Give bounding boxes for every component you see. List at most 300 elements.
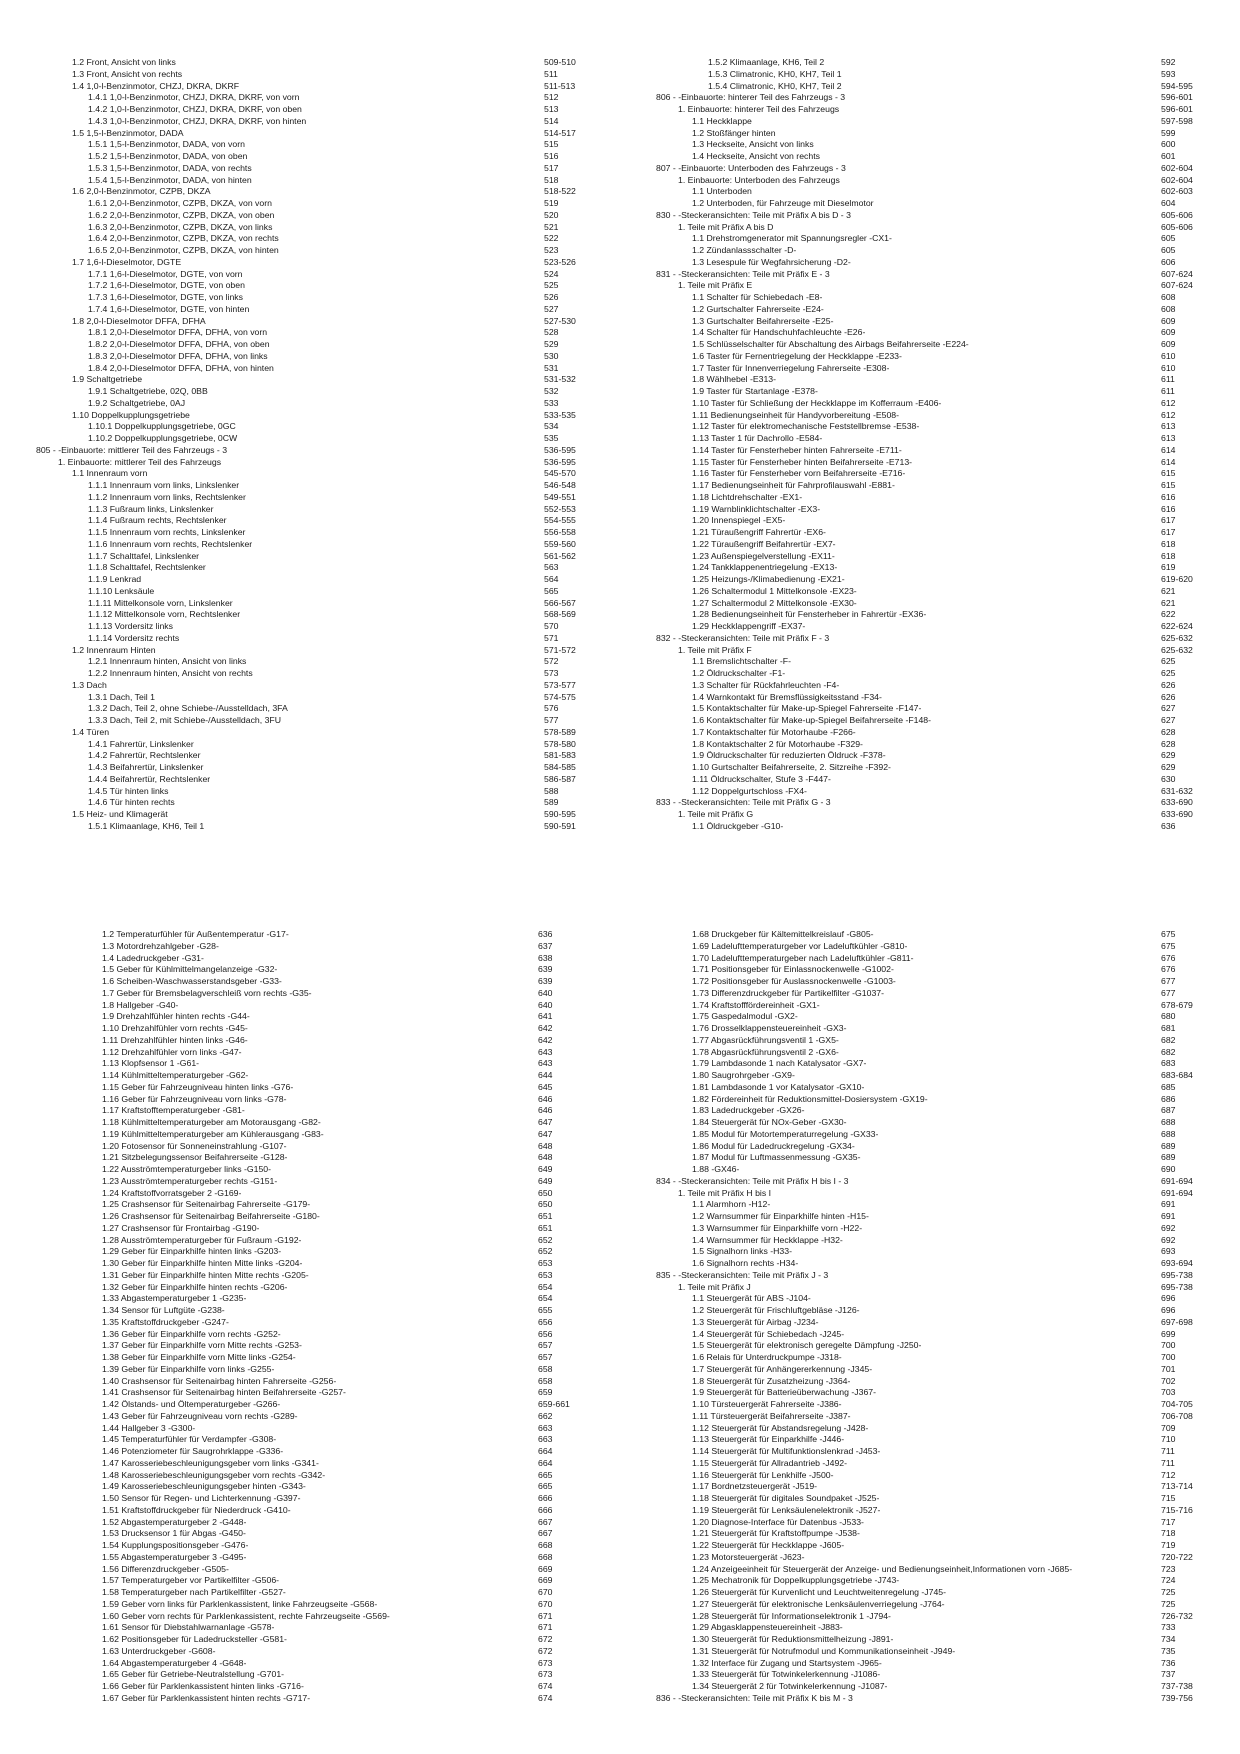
toc-entry-pages: 642 bbox=[538, 1034, 553, 1045]
toc-entry bbox=[36, 350, 559, 363]
toc-entry-title: 1.12 Taster für elektromechanische Feststellbremse -E538- bbox=[692, 421, 920, 432]
toc-entry-title: 1.18 Lichtdrehschalter -EX1- bbox=[692, 491, 803, 502]
toc-entry-pages: 608 bbox=[1161, 303, 1176, 314]
toc-entry-pages: 712 bbox=[1161, 1469, 1176, 1480]
toc-entry-pages: 511 bbox=[544, 68, 558, 79]
toc-entry-pages: 617 bbox=[1161, 527, 1176, 537]
toc-entry-title: 1.3.1 Dach, Teil 1 bbox=[88, 691, 155, 702]
toc-entry-title: 1.17 Bedienungseinheit für Fahrprofilauswahl -E881- bbox=[692, 480, 895, 490]
toc-entry-title: 1.5.4 1,5-l-Benzinmotor, DADA, von hinten bbox=[88, 174, 252, 185]
toc-entry-title: 1.1 Alarmhorn -H12- bbox=[692, 1199, 771, 1210]
toc-entry-title: 1.8 Steuergerät für Zusatzheizung -J364- bbox=[692, 1375, 851, 1386]
toc-entry-title: 1.2 Stoßfänger hinten bbox=[692, 127, 776, 138]
toc-entry-title: 1.61 Sensor für Diebstahlwarnanlage -G578- bbox=[102, 1622, 275, 1633]
toc-entry bbox=[656, 562, 1176, 574]
toc-entry bbox=[656, 679, 1176, 692]
toc-entry-title: 1.7 Steuergerät für Anhängererkennung -J345- bbox=[692, 1363, 873, 1374]
toc-entry bbox=[656, 1469, 1176, 1482]
toc-entry bbox=[656, 1164, 1176, 1176]
toc-entry bbox=[80, 1316, 553, 1329]
toc-entry-pages: 672 bbox=[538, 1645, 553, 1656]
toc-entry bbox=[656, 292, 1176, 304]
toc-entry-pages: 648 bbox=[538, 1152, 553, 1163]
toc-entry bbox=[36, 374, 576, 386]
toc-entry-title: 1.38 Geber für Einparkhilfe vorn Mitte links -G254- bbox=[102, 1352, 296, 1362]
toc-entry-pages: 676 bbox=[1161, 952, 1176, 963]
toc-entry-pages: 691 bbox=[1161, 1211, 1176, 1221]
toc-entry-title: 1.1 Bremslichtschalter -F- bbox=[692, 656, 791, 667]
toc-entry-pages: 724 bbox=[1161, 1575, 1176, 1586]
toc-entry-pages: 670 bbox=[538, 1587, 553, 1597]
toc-entry bbox=[656, 68, 1176, 81]
toc-entry-title: 1.15 Steuergerät für Allradantrieb -J492- bbox=[692, 1457, 848, 1468]
toc-entry-pages: 641 bbox=[538, 1011, 553, 1022]
toc-entry-pages: 515 bbox=[544, 139, 559, 150]
toc-entry bbox=[36, 585, 559, 598]
toc-entry-title: 1.7 1,6-l-Dieselmotor, DGTE bbox=[72, 256, 182, 267]
toc-entry-title: 1.4.4 Beifahrertür, Rechtslenker bbox=[88, 773, 211, 784]
toc-entry-title: 1.14 Taster für Fensterheber hinten Fahrerseite -E711- bbox=[692, 444, 902, 455]
toc-entry bbox=[80, 1387, 553, 1399]
toc-entry-title: 1.5.3 1,5-l-Benzinmotor, DADA, von rechts bbox=[88, 162, 252, 173]
toc-entry bbox=[36, 762, 576, 774]
toc-entry-title: 1.40 Crashsensor für Seitenairbag hinten Fahrerseite -G256- bbox=[102, 1375, 337, 1386]
toc-entry bbox=[36, 574, 559, 586]
toc-entry-pages: 706-708 bbox=[1161, 1410, 1193, 1421]
toc-entry-pages: 531 bbox=[544, 362, 559, 373]
toc-entry-pages: 704-705 bbox=[1161, 1399, 1193, 1409]
toc-entry bbox=[656, 1681, 1193, 1693]
toc-entry-title: 1.21 Steuergerät für Kraftstoffpumpe -J538- bbox=[692, 1528, 860, 1539]
toc-entry-title: 1.2.1 Innenraum hinten, Ansicht von links bbox=[88, 656, 247, 667]
toc-entry-title: 1.21 Türaußengriff Fahrertür -EX6- bbox=[692, 527, 826, 537]
toc-entry-pages: 625 bbox=[1161, 656, 1176, 667]
toc-entry bbox=[656, 762, 1176, 774]
toc-entry-title: 1.7.1 1,6-l-Dieselmotor, DGTE, von vorn bbox=[88, 268, 243, 279]
toc-entry bbox=[656, 1587, 1176, 1599]
toc-entry-pages: 576 bbox=[544, 703, 559, 714]
toc-entry-title: 832 - -Steckeransichten: Teile mit Präfix F - 3 bbox=[656, 632, 830, 643]
toc-entry-pages: 739-756 bbox=[1161, 1692, 1193, 1703]
toc-entry-title: 1.9.1 Schaltgetriebe, 02Q, 0BB bbox=[88, 386, 208, 396]
toc-entry-title: 1.63 Unterdruckgeber -G608- bbox=[102, 1645, 216, 1656]
toc-entry bbox=[36, 280, 559, 292]
toc-entry bbox=[80, 1634, 553, 1646]
toc-entry-pages: 663 bbox=[538, 1434, 553, 1445]
toc-entry-title: 1.23 Außenspiegelverstellung -EX11- bbox=[692, 550, 835, 561]
toc-entry-title: 830 - -Steckeransichten: Teile mit Präfix A bis D - 3 bbox=[656, 209, 851, 220]
toc-entry-pages: 652 bbox=[538, 1234, 553, 1245]
toc-entry-title: 1.14 Kühlmitteltemperaturgeber -G62- bbox=[102, 1070, 249, 1080]
toc-entry-pages: 522 bbox=[544, 233, 559, 244]
toc-entry-title: 1.6 Taster für Fernentriegelung der Heckklappe -E233- bbox=[692, 350, 902, 361]
toc-entry-title: 1.8.3 2,0-l-Dieselmotor DFFA, DFHA, von links bbox=[88, 350, 268, 361]
toc-entry bbox=[80, 1234, 553, 1247]
toc-chapter-entry bbox=[656, 1692, 1193, 1705]
toc-entry bbox=[36, 292, 559, 304]
toc-entry-pages: 711 bbox=[1161, 1457, 1175, 1468]
toc-entry-pages: 533 bbox=[544, 397, 559, 408]
toc-entry bbox=[656, 104, 1193, 116]
toc-entry bbox=[36, 80, 576, 93]
toc-entry-title: 1.30 Geber für Einparkhilfe hinten Mitte links -G204- bbox=[102, 1258, 303, 1268]
toc-entry bbox=[80, 987, 553, 1000]
toc-entry-pages: 571-572 bbox=[544, 644, 576, 655]
toc-entry-pages: 636 bbox=[1161, 820, 1176, 831]
toc-entry-pages: 614 bbox=[1161, 444, 1176, 455]
toc-entry bbox=[656, 621, 1193, 633]
toc-entry-pages: 629 bbox=[1161, 750, 1176, 761]
toc-entry-title: 1.8 Wählhebel -E313- bbox=[692, 374, 777, 385]
toc-entry bbox=[36, 245, 559, 257]
toc-entry bbox=[80, 1011, 553, 1023]
toc-entry-title: 1.64 Abgastemperaturgeber 4 -G648- bbox=[102, 1657, 247, 1668]
toc-entry-pages: 597-598 bbox=[1161, 115, 1193, 126]
toc-entry-pages: 711 bbox=[1161, 1446, 1175, 1456]
toc-entry bbox=[656, 1199, 1176, 1211]
toc-entry bbox=[656, 1305, 1176, 1317]
toc-entry bbox=[656, 245, 1176, 257]
toc-entry-title: 1.5.2 1,5-l-Benzinmotor, DADA, von oben bbox=[88, 151, 248, 161]
toc-entry-pages: 536-595 bbox=[544, 456, 576, 467]
toc-entry-title: 1.24 Tankklappenentriegelung -EX13- bbox=[692, 562, 838, 573]
toc-entry-pages: 653 bbox=[538, 1269, 553, 1280]
toc-entry-pages: 527 bbox=[544, 303, 559, 314]
toc-entry bbox=[80, 1023, 553, 1035]
toc-entry-pages: 665 bbox=[538, 1481, 553, 1492]
toc-entry-pages: 578-589 bbox=[544, 726, 576, 737]
toc-entry bbox=[656, 1610, 1193, 1623]
toc-entry bbox=[80, 1375, 553, 1388]
toc-entry-pages: 737-738 bbox=[1161, 1681, 1193, 1691]
toc-entry-title: 1.32 Geber für Einparkhilfe hinten rechts -G206- bbox=[102, 1281, 288, 1292]
toc-entry bbox=[656, 151, 1176, 163]
toc-entry-pages: 668 bbox=[538, 1551, 553, 1562]
toc-entry-title: 1.15 Geber für Fahrzeugniveau hinten links -G76- bbox=[102, 1081, 294, 1092]
toc-entry-title: 1.4.3 1,0-l-Benzinmotor, CHZJ, DKRA, DKRF, von hinten bbox=[88, 115, 307, 126]
toc-entry-title: 1.72 Positionsgeber für Auslassnockenwelle -G1003- bbox=[692, 976, 896, 986]
toc-entry-title: 1.70 Ladelufttemperaturgeber nach Ladeluftkühler -G811- bbox=[692, 952, 914, 963]
toc-entry-title: 1.66 Geber für Parklenkassistent hinten links -G716- bbox=[102, 1681, 304, 1691]
toc-entry-title: 1.31 Steuergerät für Notrufmodul und Kommunikationseinheit -J949- bbox=[692, 1645, 956, 1656]
toc-entry-pages: 622-624 bbox=[1161, 621, 1193, 631]
toc-entry-pages: 683-684 bbox=[1161, 1070, 1193, 1080]
toc-entry-pages: 690 bbox=[1161, 1164, 1176, 1174]
toc-entry-title: 1.8 2,0-l-Dieselmotor DFFA, DFHA bbox=[72, 315, 206, 326]
toc-entry-pages: 638 bbox=[538, 952, 553, 963]
toc-entry-title: 1.1.11 Mittelkonsole vorn, Linkslenker bbox=[88, 597, 233, 608]
toc-entry-title: 1.5 1,5-l-Benzinmotor, DADA bbox=[72, 127, 184, 138]
toc-entry-pages: 625-632 bbox=[1161, 644, 1193, 655]
toc-entry-title: 1.5.2 Klimaanlage, KH6, Teil 2 bbox=[708, 57, 825, 67]
toc-entry bbox=[656, 952, 1176, 965]
toc-entry-title: 1.23 Motorsteuergerät -J623- bbox=[692, 1551, 805, 1562]
toc-entry bbox=[36, 151, 559, 163]
toc-entry-pages: 608 bbox=[1161, 292, 1176, 302]
toc-entry bbox=[656, 1058, 1176, 1070]
toc-entry-title: 1.17 Bordnetzsteuergerät -J519- bbox=[692, 1481, 818, 1492]
toc-entry-title: 1.8 Hallgeber -G40- bbox=[102, 999, 179, 1010]
toc-entry-pages: 572 bbox=[544, 656, 559, 667]
toc-entry-title: 1.28 Bedienungseinheit für Fensterheber in Fahrertür -EX36- bbox=[692, 609, 927, 620]
toc-entry-pages: 701 bbox=[1161, 1363, 1176, 1374]
toc-entry bbox=[656, 480, 1176, 492]
toc-entry-pages: 665 bbox=[538, 1469, 553, 1480]
toc-entry-title: 1.31 Geber für Einparkhilfe hinten Mitte rechts -G205- bbox=[102, 1269, 309, 1280]
toc-entry-pages: 512 bbox=[544, 92, 559, 103]
toc-entry-pages: 678-679 bbox=[1161, 999, 1193, 1010]
toc-entry bbox=[656, 1481, 1193, 1493]
toc-entry bbox=[80, 964, 553, 976]
toc-entry-title: 1.81 Lambdasonde 1 vor Katalysator -GX10- bbox=[692, 1081, 865, 1092]
toc-entry bbox=[80, 1093, 553, 1106]
toc-entry-title: 1.78 Abgasrückführungsventil 2 -GX6- bbox=[692, 1046, 839, 1057]
toc-entry-pages: 554-555 bbox=[544, 515, 576, 526]
toc-entry-title: 1.9 Öldruckschalter für reduzierten Öldruck -F378- bbox=[692, 750, 886, 761]
toc-entry-title: 1. Teile mit Präfix H bis I bbox=[678, 1187, 772, 1198]
toc-entry-pages: 656 bbox=[538, 1328, 553, 1339]
toc-column-top-right bbox=[656, 57, 1193, 833]
toc-entry bbox=[656, 644, 1193, 657]
toc-entry-pages: 667 bbox=[538, 1516, 553, 1527]
toc-entry-title: 1.56 Differenzdruckgeber -G505- bbox=[102, 1563, 229, 1574]
toc-entry bbox=[656, 1328, 1176, 1341]
toc-entry bbox=[656, 127, 1176, 140]
toc-entry-title: 1.6.4 2,0-l-Benzinmotor, CZPB, DKZA, von rechts bbox=[88, 233, 279, 244]
toc-entry bbox=[656, 174, 1193, 187]
toc-entry-title: 1.25 Mechatronik für Doppelkupplungsgetriebe -J743- bbox=[692, 1575, 900, 1586]
toc-entry-title: 1.37 Geber für Einparkhilfe vorn Mitte rechts -G253- bbox=[102, 1340, 302, 1351]
toc-entry-title: 1. Teile mit Präfix G bbox=[678, 809, 754, 819]
toc-entry-title: 1.4 1,0-l-Benzinmotor, CHZJ, DKRA, DKRF bbox=[72, 80, 240, 91]
toc-entry-pages: 625-632 bbox=[1161, 632, 1193, 643]
toc-entry-title: 1.4 Türen bbox=[72, 726, 110, 737]
toc-entry-pages: 602-604 bbox=[1161, 174, 1193, 185]
toc-entry-pages: 517 bbox=[544, 162, 559, 173]
toc-entry bbox=[656, 80, 1193, 93]
toc-entry bbox=[36, 609, 576, 621]
toc-entry bbox=[656, 1399, 1193, 1411]
toc-entry-title: 1.75 Gaspedalmodul -GX2- bbox=[692, 1011, 798, 1022]
toc-entry bbox=[36, 703, 559, 715]
toc-entry bbox=[36, 656, 559, 668]
toc-entry-pages: 659 bbox=[538, 1387, 553, 1398]
toc-entry-pages: 717 bbox=[1161, 1516, 1176, 1527]
toc-entry-title: 1.7.3 1,6-l-Dieselmotor, DGTE, von links bbox=[88, 292, 243, 302]
toc-entry-title: 1.2 Temperaturfühler für Außentemperatur -G17- bbox=[102, 929, 289, 939]
toc-entry-pages: 692 bbox=[1161, 1234, 1176, 1245]
toc-entry-pages: 640 bbox=[538, 999, 553, 1010]
toc-entry bbox=[656, 115, 1193, 128]
toc-entry-pages: 609 bbox=[1161, 315, 1176, 326]
toc-entry-title: 1.52 Abgastemperaturgeber 2 -G448- bbox=[102, 1516, 247, 1527]
toc-entry bbox=[656, 1563, 1176, 1576]
toc-entry-title: 1.35 Kraftstoffdruckgeber -G247- bbox=[102, 1316, 229, 1327]
toc-entry-pages: 691-694 bbox=[1161, 1175, 1193, 1186]
toc-entry-title: 1.2 Front, Ansicht von links bbox=[72, 57, 176, 67]
toc-entry-title: 1.8.1 2,0-l-Dieselmotor DFFA, DFHA, von vorn bbox=[88, 327, 268, 338]
toc-entry-title: 1.1 Innenraum vorn bbox=[72, 468, 148, 479]
toc-entry-pages: 688 bbox=[1161, 1128, 1176, 1139]
toc-entry-title: 1.15 Taster für Fensterheber hinten Beifahrerseite -E713- bbox=[692, 456, 913, 467]
toc-entry bbox=[656, 726, 1176, 739]
toc-entry bbox=[80, 1681, 553, 1693]
toc-entry-title: 1.5 Heiz- und Klimagerät bbox=[72, 809, 168, 819]
toc-entry bbox=[656, 1093, 1176, 1106]
toc-entry-title: 1.27 Crashsensor für Frontairbag -G190- bbox=[102, 1222, 260, 1233]
toc-entry bbox=[80, 1622, 553, 1634]
toc-entry-title: 1.1 Schalter für Schiebedach -E8- bbox=[692, 292, 823, 302]
toc-entry bbox=[656, 303, 1176, 316]
toc-entry-pages: 627 bbox=[1161, 715, 1176, 725]
toc-column-bottom-left bbox=[80, 929, 570, 1705]
toc-entry-pages: 516 bbox=[544, 151, 559, 161]
toc-entry bbox=[656, 585, 1176, 598]
toc-entry bbox=[656, 750, 1176, 762]
toc-entry-pages: 571 bbox=[544, 632, 559, 643]
toc-entry-pages: 615 bbox=[1161, 480, 1176, 490]
toc-entry-pages: 687 bbox=[1161, 1105, 1176, 1116]
toc-entry bbox=[36, 174, 559, 187]
toc-entry bbox=[80, 1187, 553, 1200]
toc-entry-title: 836 - -Steckeransichten: Teile mit Präfix K bis M - 3 bbox=[656, 1692, 853, 1703]
toc-entry-title: 1.79 Lambdasonde 1 nach Katalysator -GX7- bbox=[692, 1058, 867, 1069]
toc-entry-title: 1.19 Steuergerät für Lenksäulenelektronik -J527- bbox=[692, 1504, 881, 1515]
toc-entry-pages: 549-551 bbox=[544, 491, 576, 502]
toc-entry-pages: 531-532 bbox=[544, 374, 576, 385]
toc-entry-pages: 667 bbox=[538, 1528, 553, 1539]
toc-entry-title: 1.84 Steuergerät für NOx-Geber -GX30- bbox=[692, 1117, 847, 1127]
toc-entry bbox=[36, 550, 576, 563]
toc-entry-pages: 613 bbox=[1161, 421, 1176, 432]
toc-entry-title: 1.74 Kraftstofffördereinheit -GX1- bbox=[692, 999, 820, 1010]
toc-entry bbox=[80, 1034, 553, 1047]
toc-entry bbox=[656, 987, 1176, 1000]
toc-entry bbox=[80, 1410, 553, 1423]
toc-entry bbox=[656, 1293, 1176, 1305]
toc-entry-title: 1.16 Geber für Fahrzeugniveau vorn links -G78- bbox=[102, 1093, 287, 1104]
toc-entry bbox=[36, 773, 576, 786]
toc-entry-pages: 726-732 bbox=[1161, 1610, 1193, 1621]
toc-entry-title: 1.57 Temperaturgeber vor Partikelfilter -G506- bbox=[102, 1575, 280, 1586]
toc-entry-title: 1.34 Steuergerät 2 für Totwinkelerkennung -J1087- bbox=[692, 1681, 888, 1691]
toc-entry bbox=[80, 1504, 553, 1517]
toc-entry-pages: 675 bbox=[1161, 940, 1176, 951]
toc-entry-pages: 715 bbox=[1161, 1493, 1176, 1503]
toc-entry-title: 1.3 Warnsummer für Einparkhilfe vorn -H22- bbox=[692, 1222, 863, 1233]
toc-entry-pages: 658 bbox=[538, 1363, 553, 1374]
toc-entry-pages: 629 bbox=[1161, 762, 1176, 772]
toc-entry-pages: 536-595 bbox=[544, 444, 576, 455]
toc-entry-pages: 689 bbox=[1161, 1152, 1176, 1163]
toc-entry-pages: 654 bbox=[538, 1293, 553, 1304]
toc-entry bbox=[80, 1175, 553, 1188]
toc-entry-pages: 645 bbox=[538, 1081, 553, 1092]
toc-entry-title: 1.1.14 Vordersitz rechts bbox=[88, 632, 180, 643]
toc-entry bbox=[80, 1540, 553, 1552]
toc-entry-title: 1.3 Motordrehzahlgeber -G28- bbox=[102, 940, 219, 951]
toc-entry-pages: 686 bbox=[1161, 1093, 1176, 1104]
toc-entry-pages: 674 bbox=[538, 1692, 553, 1703]
toc-entry-pages: 677 bbox=[1161, 976, 1176, 986]
toc-entry-pages: 552-553 bbox=[544, 503, 576, 514]
toc-entry-pages: 618 bbox=[1161, 538, 1176, 549]
toc-entry-title: 1.1.4 Fußraum rechts, Rechtslenker bbox=[88, 515, 227, 526]
toc-entry-title: 1.2 Warnsummer für Einparkhilfe hinten -H15- bbox=[692, 1211, 869, 1221]
toc-entry-pages: 594-595 bbox=[1161, 80, 1193, 91]
toc-entry-pages: 556-558 bbox=[544, 527, 576, 537]
toc-entry bbox=[36, 785, 559, 798]
toc-entry-title: 1.4 Schalter für Handschuhfachleuchte -E26- bbox=[692, 327, 866, 338]
toc-entry-title: 1.27 Steuergerät für elektronische Lenksäulenverriegelung -J764- bbox=[692, 1598, 945, 1609]
toc-entry-title: 1. Teile mit Präfix E bbox=[678, 280, 753, 291]
toc-entry bbox=[80, 1481, 553, 1493]
toc-entry-title: 1.20 Diagnose-Interface für Datenbus -J533- bbox=[692, 1516, 864, 1527]
toc-entry bbox=[656, 198, 1176, 210]
toc-entry-pages: 523 bbox=[544, 245, 559, 255]
toc-entry-title: 1.8.2 2,0-l-Dieselmotor DFFA, DFHA, von oben bbox=[88, 339, 270, 349]
toc-entry-pages: 700 bbox=[1161, 1340, 1176, 1351]
toc-entry bbox=[656, 1363, 1176, 1376]
toc-entry-title: 1.1 Drehstromgenerator mit Spannungsregler -CX1- bbox=[692, 233, 892, 244]
toc-entry-pages: 695-738 bbox=[1161, 1281, 1193, 1292]
toc-entry-pages: 519 bbox=[544, 198, 559, 208]
toc-entry bbox=[656, 1422, 1176, 1435]
toc-entry bbox=[656, 433, 1176, 445]
toc-entry-pages: 715-716 bbox=[1161, 1504, 1193, 1515]
toc-entry bbox=[80, 1516, 553, 1529]
toc-entry-title: 1.4.1 Fahrertür, Linkslenker bbox=[88, 738, 194, 749]
toc-entry-pages: 682 bbox=[1161, 1034, 1176, 1045]
toc-entry bbox=[80, 1493, 553, 1505]
toc-entry-title: 1.24 Kraftstoffvorratsgeber 2 -G169- bbox=[102, 1187, 242, 1198]
toc-entry-title: 1.68 Druckgeber für Kältemittelkreislauf -G805- bbox=[692, 929, 874, 939]
toc-column-bottom-right bbox=[656, 929, 1193, 1705]
toc-entry bbox=[656, 738, 1176, 751]
toc-entry bbox=[656, 773, 1176, 786]
toc-entry-pages: 642 bbox=[538, 1023, 553, 1033]
toc-entry-pages: 521 bbox=[544, 221, 559, 232]
toc-entry bbox=[36, 820, 576, 833]
toc-entry-title: 1.2 Unterboden, für Fahrzeuge mit Dieselmotor bbox=[692, 198, 874, 208]
toc-entry-title: 1.9 Steuergerät für Batterieüberwachung -J367- bbox=[692, 1387, 876, 1398]
toc-entry bbox=[656, 1258, 1193, 1270]
toc-entry bbox=[656, 315, 1176, 328]
toc-entry-pages: 639 bbox=[538, 964, 553, 975]
toc-entry-title: 1.12 Doppelgurtschloss -FX4- bbox=[692, 785, 807, 796]
toc-entry bbox=[656, 715, 1176, 727]
toc-entry-pages: 546-548 bbox=[544, 480, 576, 490]
toc-entry-title: 1.10.2 Doppelkupplungsgetriebe, 0CW bbox=[88, 433, 238, 443]
toc-entry-title: 1.8 Kontaktschalter 2 für Motorhaube -F329- bbox=[692, 738, 863, 749]
toc-entry bbox=[80, 1293, 553, 1305]
toc-entry-pages: 596-601 bbox=[1161, 104, 1193, 114]
toc-entry-title: 1.7.4 1,6-l-Dieselmotor, DGTE, von hinten bbox=[88, 303, 250, 314]
toc-entry bbox=[80, 1269, 553, 1282]
toc-entry-title: 1.73 Differenzdruckgeber für Partikelfilter -G1037- bbox=[692, 987, 885, 998]
toc-entry-pages: 609 bbox=[1161, 327, 1176, 338]
toc-entry bbox=[656, 1246, 1176, 1258]
toc-entry-pages: 659-661 bbox=[538, 1399, 570, 1409]
toc-entry bbox=[36, 738, 576, 751]
toc-entry-pages: 616 bbox=[1161, 503, 1176, 514]
toc-entry bbox=[36, 127, 576, 140]
toc-entry-title: 1.5.3 Climatronic, KH0, KH7, Teil 1 bbox=[708, 68, 842, 79]
toc-entry-pages: 611 bbox=[1161, 386, 1175, 396]
toc-entry-pages: 581-583 bbox=[544, 750, 576, 761]
toc-entry-title: 1.7 Geber für Bremsbelagverschleiß vorn rechts -G35- bbox=[102, 987, 312, 998]
toc-chapter-entry bbox=[656, 797, 1193, 809]
